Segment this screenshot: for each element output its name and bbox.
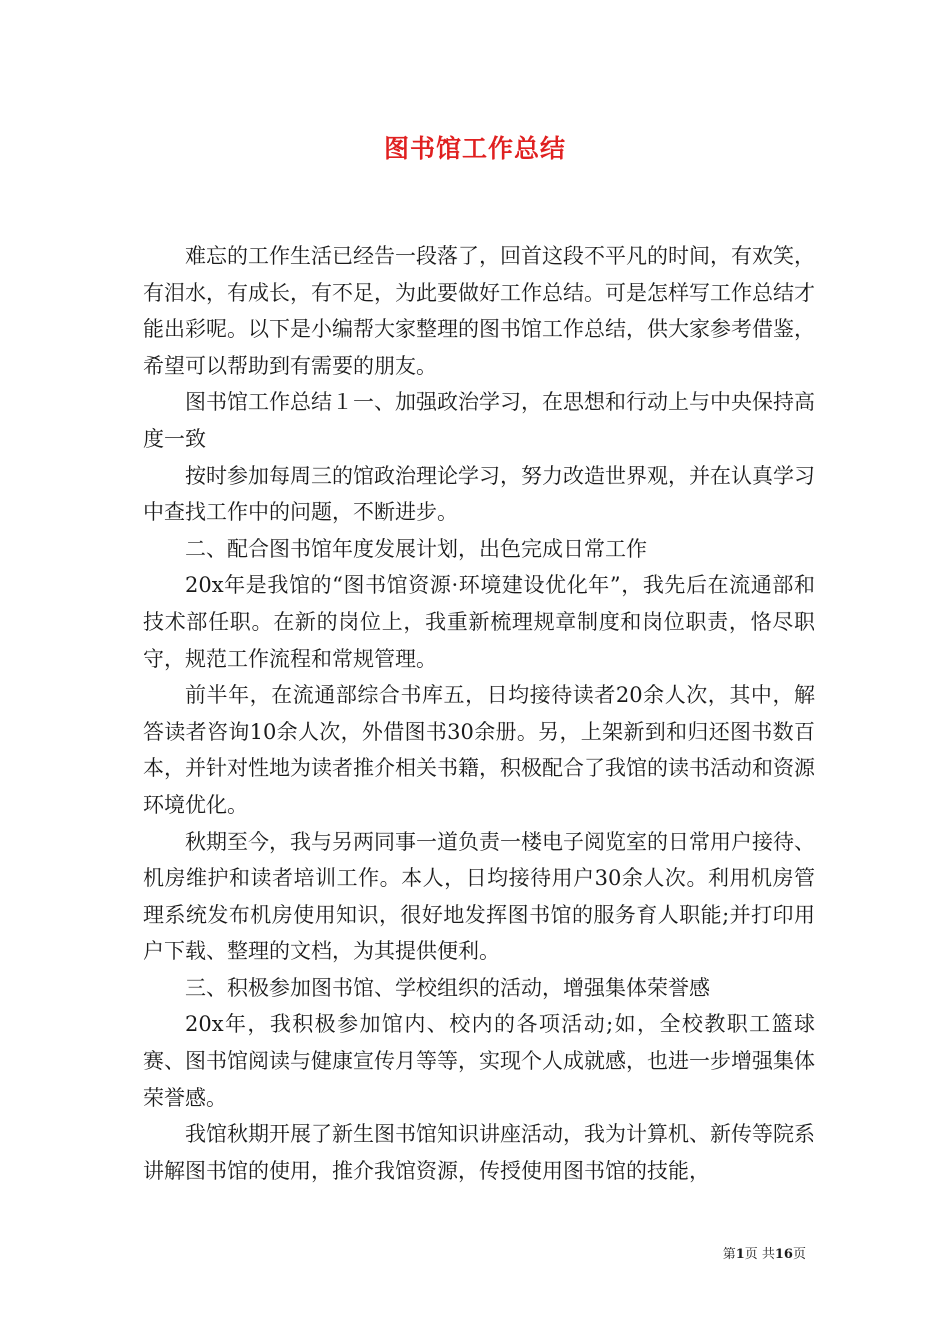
paragraph-year-overview: 20x年是我馆的“图书馆资源·环境建设优化年”，我先后在流通部和技术部任职。在新的岗位上，我重新梳理规章制度和岗位职责，恪尽职守，规范工作流程和常规管理。 [143,573,815,671]
paragraph-section-2-heading: 二、配合图书馆年度发展计划，出色完成日常工作 [185,536,647,561]
paragraph-political-study: 按时参加每周三的馆政治理论学习，努力改造世界观，并在认真学习中查找工作中的问题，不断进步。 [143,463,815,525]
paragraph-first-half: 前半年，在流通部综合书库五，日均接待读者20余人次，其中，解答读者咨询10余人次，外借图书30余册。另，上架新到和归还图书数百本，并针对性地为读者推介相关书籍，积极配合了我馆的读书活动和资源环境优化。 [143,683,815,817]
footer-prefix: 第 [722,1247,736,1262]
document-body [143,238,815,1189]
paragraph-activities: 20x年，我积极参加馆内、校内的各项活动;如，全校教职工篮球赛、图书馆阅读与健康宣传月等等，实现个人成就感，也进一步增强集体荣誉感。 [143,1012,815,1110]
footer-total-pages: 16 [774,1247,793,1262]
document-title: 图书馆工作总结 [383,134,566,163]
paragraph-autumn: 秋期至今，我与另两同事一道负责一楼电子阅览室的日常用户接待、机房维护和读者培训工作。本人，日均接待用户30余人次。利用机房管理系统发布机房使用知识，很好地发挥图书馆的服务育人职能;并打印用户下载、整理的文档，为其提供便利。 [143,829,815,964]
footer-current-page: 1 [735,1247,745,1262]
paragraph-intro: 难忘的工作生活已经告一段落了，回首这段不平凡的时间，有欢笑，有泪水，有成长，有不足，为此要做好工作总结。可是怎样写工作总结才能出彩呢。以下是小编帮大家整理的图书馆工作总结，供大家参考借鉴，希望可以帮助到有需要的朋友。 [143,244,815,378]
paragraph-lectures: 我馆秋期开展了新生图书馆知识讲座活动，我为计算机、新传等院系讲解图书馆的使用，推介我馆资源，传授使用图书馆的技能， [143,1122,815,1183]
paragraph-section-3-heading: 三、积极参加图书馆、学校组织的活动，增强集体荣誉感 [185,975,710,1000]
paragraph-section-1-heading: 图书馆工作总结１一、加强政治学习，在思想和行动上与中央保持高度一致 [143,390,815,451]
footer-middle: 页 共 [744,1247,775,1262]
footer-suffix: 页 [792,1247,806,1262]
page-footer [723,1246,806,1264]
